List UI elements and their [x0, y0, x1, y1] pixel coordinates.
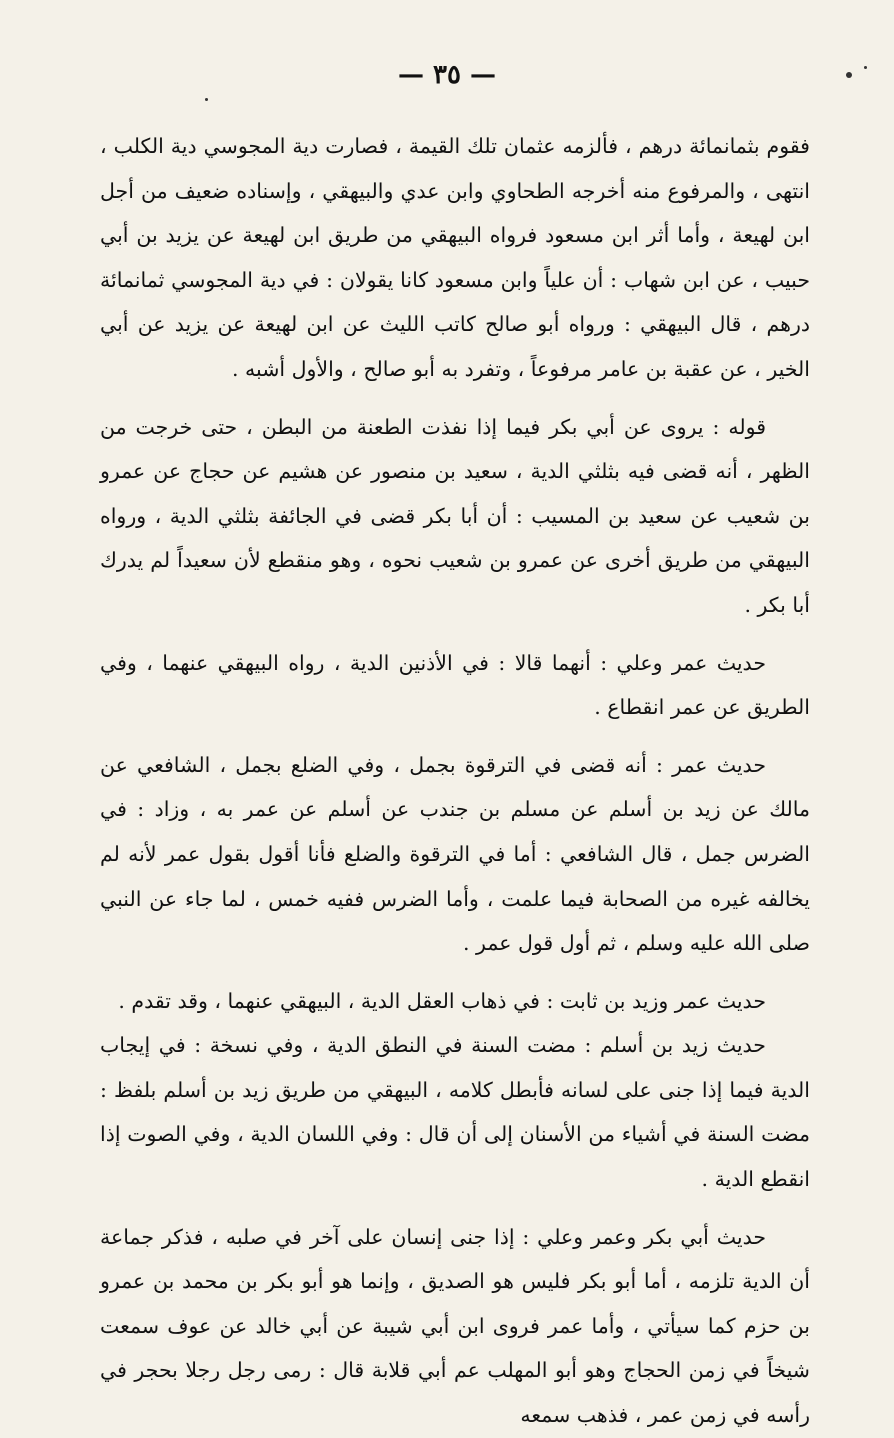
paragraph-5: حديث عمر وزيد بن ثابت : في ذهاب العقل الدية ، البيهقي عنهما ، وقد تقدم . [118, 988, 766, 1013]
paragraph-4: حديث عمر : أنه قضى في الترقوة بجمل ، وفي الضلع بجمل ، الشافعي عن مالك عن زيد بن أسلم عن مسلم بن جندب عن أسلم عن عمر به ، وزاد : في الضرس جمل ، قال الشافعي : أما في الترقوة والضلع فأنا أقول بقول عمر لأنه لم يخالفه غيره من الصحابة فيما علمت ، وأما الضرس ففيه خمس ، لما جاء عن النبي صلى الله عليه وسلم ، ثم أول قول عمر . [100, 752, 810, 956]
page-number: — ٣٥ — [397, 60, 497, 90]
paragraph-6: حديث زيد بن أسلم : مضت السنة في النطق الدية ، وفي نسخة : في إيجاب الدية فيما إذا جنى على لسانه فأبطل كلامه ، البيهقي من طريق زيد بن أسلم بلفظ : مضت السنة في أشياء من الأسنان إلى أن قال : وفي اللسان الدية ، وفي الصوت إذا انقطع الدية . [100, 1033, 810, 1192]
paragraph-7: حديث أبي بكر وعمر وعلي : إذا جنى إنسان على آخر في صلبه ، فذكر جماعة أن الدية تلزمه ، أما أبو بكر فليس هو الصديق ، وإنما هو أبو بكر بن محمد بن عمرو بن حزم كما سيأتي ، وأما عمر فروى ابن أبي شيبة عن أبي خالد عن عوف سمعت شيخاً في زمن الحجاج وهو أبو المهلب عم أبي قلابة قال : رمى رجل رجلا بحجر في رأسه في زمن عمر ، فذهب سمعه [100, 1224, 810, 1428]
paragraph-1: فقوم بثمانمائة درهم ، فألزمه عثمان تلك القيمة ، فصارت دية المجوسي دية الكلب ، انتهى ، والمرفوع منه أخرجه الطحاوي وابن عدي والبيهقي ، وإسناده ضعيف من أجل ابن لهيعة ، وأما أثر ابن مسعود فرواه البيهقي من طريق ابن لهيعة عن يزيد بن أبي حبيب ، عن ابن شهاب : أن علياً وابن مسعود كانا يقولان : في دية المجوسي ثمانمائة درهم ، قال البيهقي : ورواه أبو صالح كاتب الليث عن ابن لهيعة عن يزيد عن أبي الخير ، عن عقبة بن عامر مرفوعاً ، وتفرد به أبو صالح ، والأول أشبه . [100, 134, 810, 381]
ink-speck [864, 66, 867, 69]
paragraph-2: قوله : يروى عن أبي بكر فيما إذا نفذت الطعنة من البطن ، حتى خرجت من الظهر ، أنه قضى فيه بثلثي الدية ، سعيد بن منصور عن هشيم عن حجاج عن عمرو بن شعيب عن سعيد بن المسيب : أن أبا بكر قضى في الجائفة بثلثي الدية ، ورواه البيهقي من طريق أخرى عن عمرو بن شعيب نحوه ، وهو منقطع لأن سعيداً لم يدرك أبا بكر . [100, 414, 810, 617]
ink-speck [205, 98, 208, 101]
ink-speck [846, 72, 852, 78]
body-text [100, 124, 810, 1438]
paragraph-3: حديث عمر وعلي : أنهما قالا : في الأذنين الدية ، رواه البيهقي عنهما ، وفي الطريق عن عمر انقطاع . [100, 650, 810, 720]
